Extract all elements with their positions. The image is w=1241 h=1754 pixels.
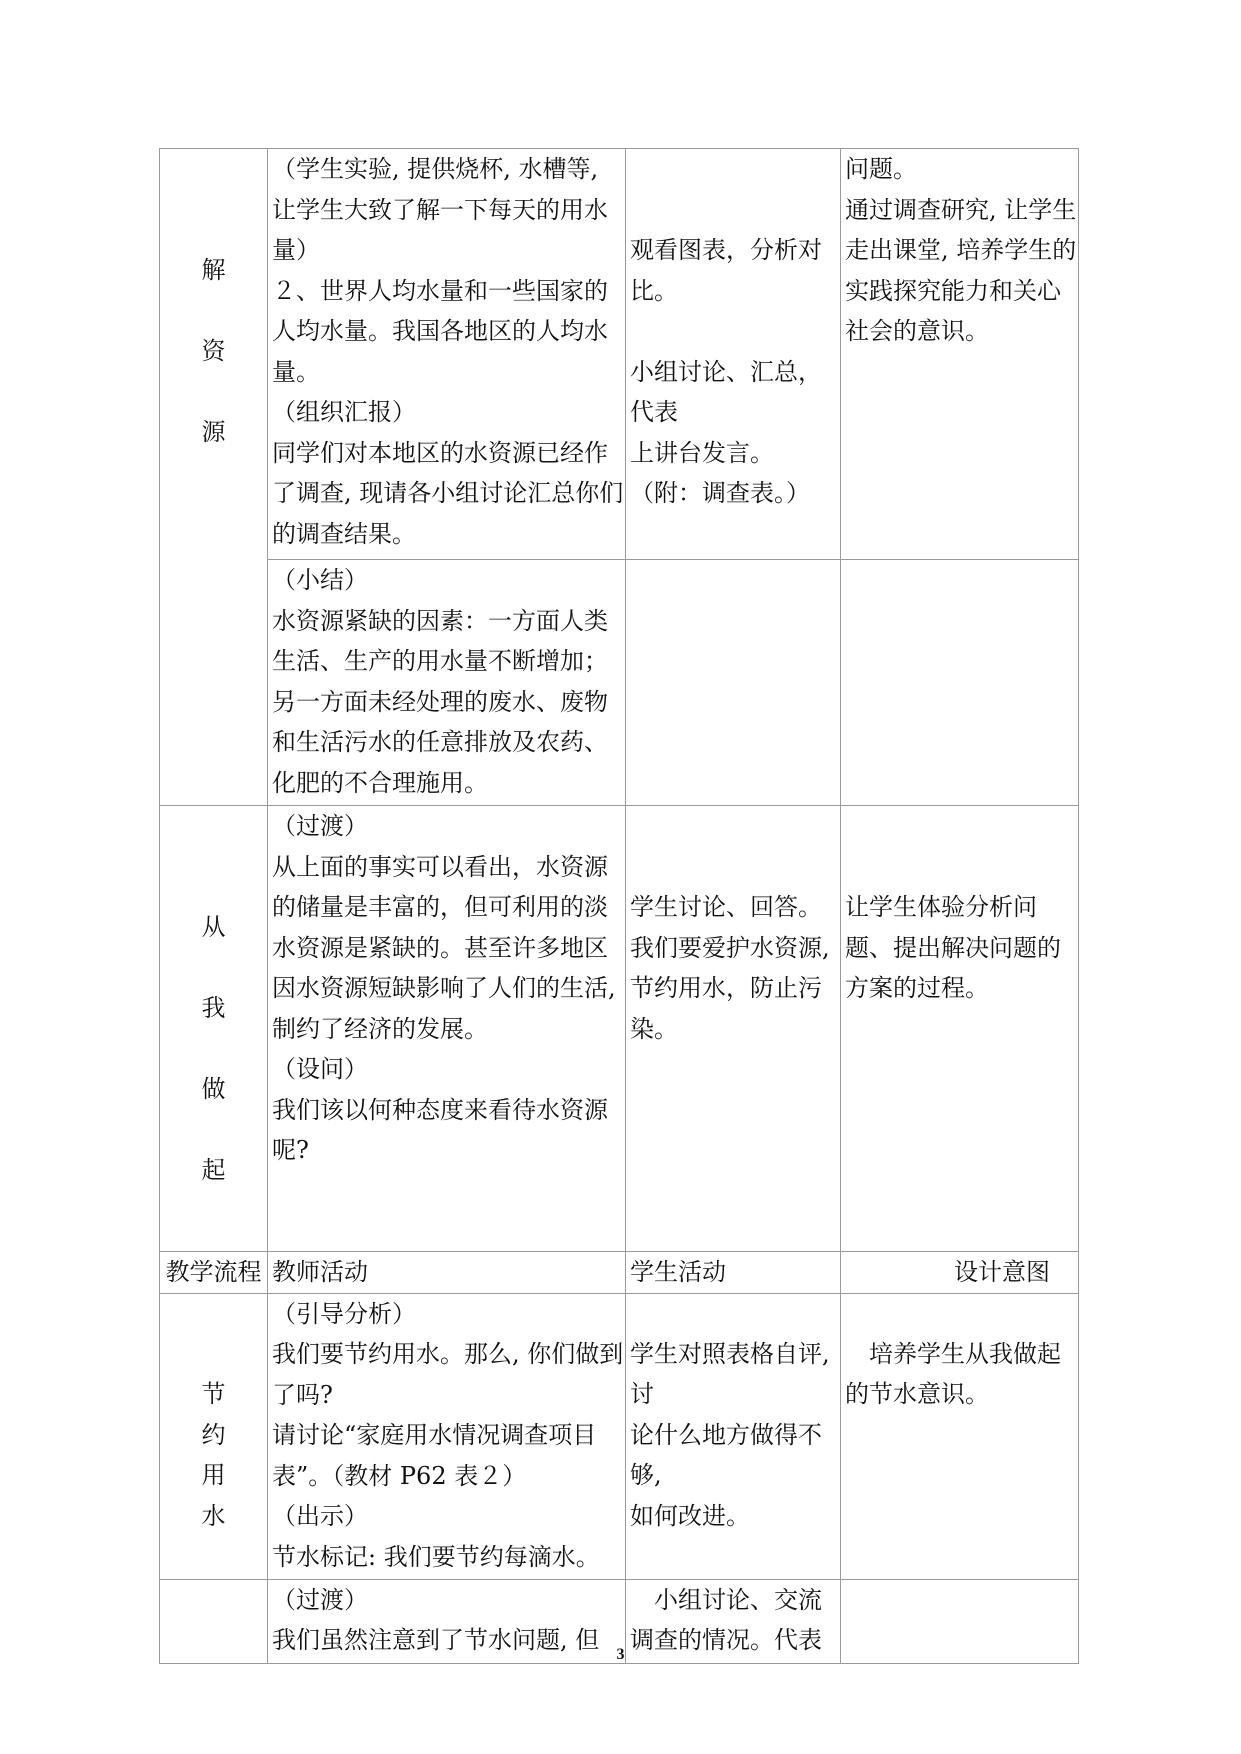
flow-label: 解 资 源 (201, 255, 226, 446)
teacher-activity-cell: （引导分析） 我们要节约用水。那么, 你们做到了吗? 请讨论“家庭用水情况调查项目表”。（教材 P62 表２） （出示） 节水标记: 我们要节约每滴水。 (268, 1293, 626, 1579)
table-row (160, 806, 1079, 1252)
teacher-activity-cell: （过渡） 从上面的事实可以看出，水资源的储量是丰富的，但可利用的淡水资源是紧缺的。甚至许多地区因水资源短缺影响了人们的生活, 制约了经济的发展。 （设问） 我们该以何种态度来看待水资源呢? (268, 806, 626, 1252)
design-intent-cell: 培养学生从我做起的节水意识。 (841, 1293, 1079, 1579)
teacher-activity-cell: （过渡） 我们虽然注意到了节水问题, 但 (268, 1579, 626, 1663)
header-student: 学生活动 (626, 1252, 841, 1294)
table-row (160, 149, 1079, 560)
header-design: 设计意图 (841, 1252, 1079, 1294)
student-activity-cell: 学生讨论、回答。 我们要爱护水资源, 节约用水，防止污染。 (626, 806, 841, 1252)
design-intent-cell: 问题。 通过调查研究, 让学生走出课堂, 培养学生的实践探究能力和关心社会的意识。 (841, 149, 1079, 560)
header-row (160, 1252, 1079, 1294)
design-intent-cell (841, 560, 1079, 806)
student-activity-cell: 观看图表，分析对比。 小组讨论、汇总，代表 上讲台发言。 （附：调查表。） (626, 149, 841, 560)
design-intent-cell: 让学生体验分析问题、提出解决问题的方案的过程。 (841, 806, 1079, 1252)
header-flow: 教学流程 (160, 1252, 268, 1294)
student-activity-cell: 小组讨论、交流调查的情况。代表 (626, 1579, 841, 1663)
teacher-activity-cell: （小结） 水资源紧缺的因素：一方面人类生活、生产的用水量不断增加；另一方面未经处理的废水、废物和生活污水的任意排放及农药、化肥的不合理施用。 (268, 560, 626, 806)
page-number: 3 (616, 1646, 625, 1663)
flow-cell (160, 1293, 268, 1579)
table-row (160, 1293, 1079, 1579)
flow-cell (160, 806, 268, 1252)
flow-cell (160, 149, 268, 806)
teacher-activity-cell: （学生实验, 提供烧杯, 水槽等, 让学生大致了解一下每天的用水量） ２、世界人均水量和一些国家的人均水量。我国各地区的人均水量。 （组织汇报） 同学们对本地区的水资源已经作了调查, 现请各小组讨论汇总你们的调查结果。 (268, 149, 626, 560)
header-teacher: 教师活动 (268, 1252, 626, 1294)
student-activity-cell: 学生对照表格自评, 讨 论什么地方做得不够, 如何改进。 (626, 1293, 841, 1579)
student-activity-cell (626, 560, 841, 806)
flow-label: 节 约 用 水 (201, 1380, 226, 1530)
lesson-plan-table (159, 148, 1079, 1664)
table-row (160, 560, 1079, 806)
flow-label: 从 我 做 起 (201, 912, 226, 1184)
